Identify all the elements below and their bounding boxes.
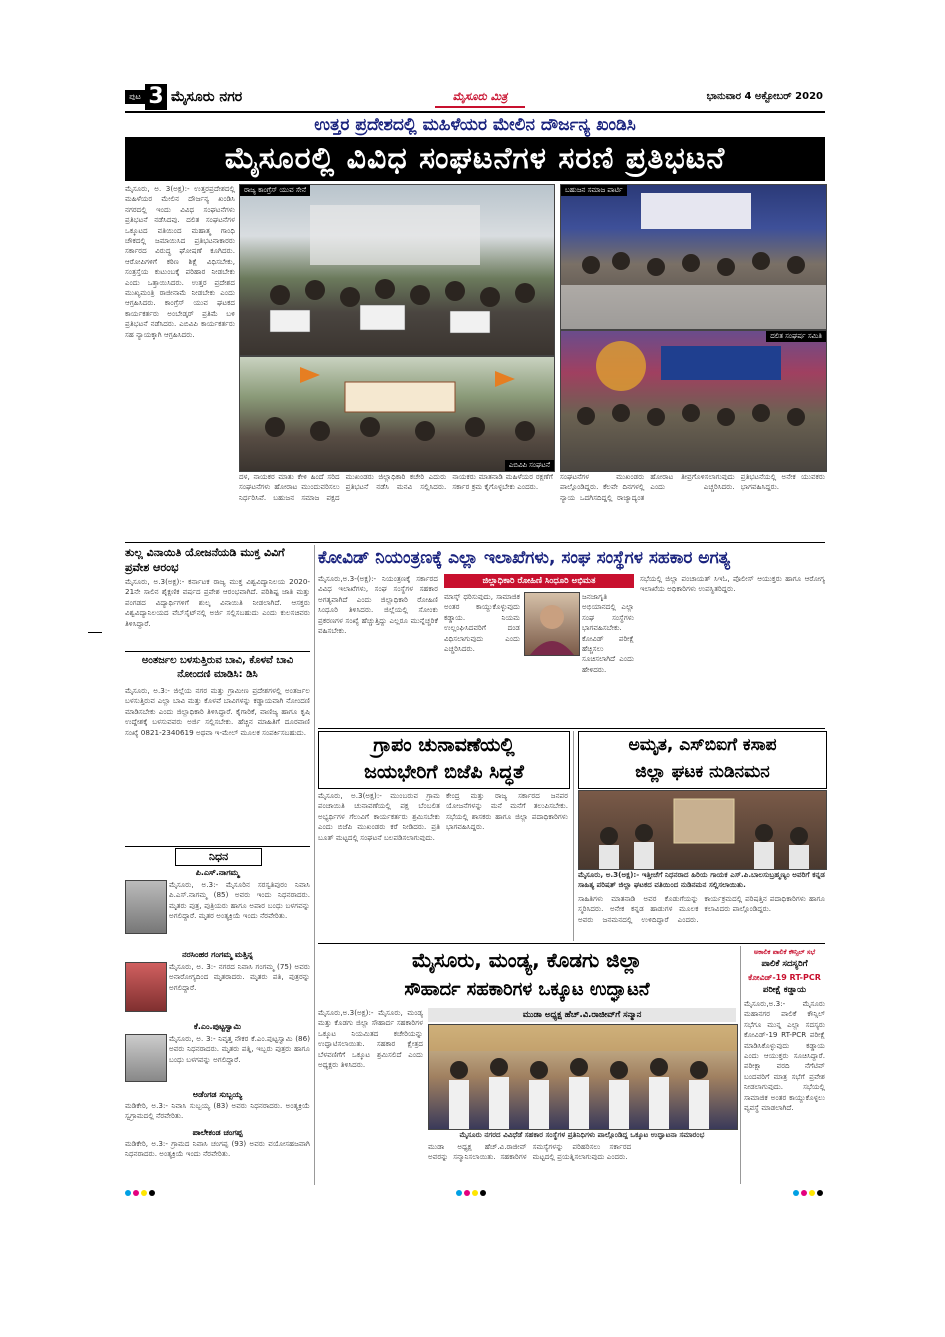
obituary-item [125, 1090, 310, 1126]
obituary-item [125, 950, 310, 1020]
divider [318, 728, 825, 729]
obituary-item [125, 1022, 310, 1088]
magenta-dot [464, 1190, 470, 1196]
divider [318, 943, 825, 944]
obituary-name: ಅಡೆಂಗಡ ಸುಬ್ಬಯ್ಯ [192, 1090, 243, 1099]
photo-caption: ರಾಜ್ಯ ಕಾಂಗ್ರೆಸ್ ಯುವ ಸೇನೆ [240, 185, 310, 196]
obituary-section-title: ನಿಧನ [175, 848, 262, 866]
covid-body-a: ಮೈಸೂರು,ಅ.3-(ಅಕ್ಷ):- ನಿಯಂತ್ರಣಕ್ಕೆ ಸರ್ಕಾರದ ವಿವಿಧ ಇಲಾಖೆಗಳು, ಸಂಘ ಸಂಸ್ಥೆಗಳ ಸಹಕಾರ ಅಗತ್ಯವಾಗಿದೆ ಎಂದು ಜಿಲ್ಲಾಧಿಕಾರಿ ರೋಹಿಣಿ ಸಿಂಧೂರಿ ತಿಳಿಸಿದರು. ಜಿಲ್ಲೆಯಲ್ಲಿ ಸೋಂಕು ಪ್ರಕರಣಗಳ ಸಂಖ್ಯೆ ಹೆಚ್ಚುತ್ತಿದ್ದು ಎಲ್ಲರೂ ಮುನ್ನೆಚ್ಚರಿಕೆ ವಹಿಸಬೇಕು. [318, 574, 438, 636]
yellow-dot [472, 1190, 478, 1196]
lead-photo-bsp [560, 184, 827, 330]
obituary-text: ಮೈಸೂರು, ಅ. 3:- ನಿವೃತ್ತ ನೌಕರ ಕೆ.ಎಂ.ಪುಟ್ಟಸ್ವಾಮಿ (86) ಅವರು ನಿಧನರಾದರು. ಮೃತರು ಪತ್ನಿ, ಇಬ್ಬರು ಪುತ್ರರು ಹಾಗೂ ಬಂಧು ಬಳಗವನ್ನು ಅಗಲಿದ್ದಾರೆ. [169, 1034, 310, 1064]
obituary-text: ಮಡಿಕೇರಿ, ಅ.3:- ನಿವಾಸಿ ಸುಬ್ಬಯ್ಯ (83) ಅವರು ನಿಧನರಾದರು. ಅಂತ್ಯಕ್ರಿಯೆ ಸ್ವಗ್ರಾಮದಲ್ಲಿ ನೆರವೇರಿತು. [125, 1101, 310, 1121]
coop-subhead: ಮುಡಾ ಅಧ್ಯಕ್ಷ ಹೆಚ್.ವಿ.ರಾಜೀವ್‌ಗೆ ಸನ್ಮಾನ [428, 1008, 736, 1022]
lead-headline: ಮೈಸೂರಲ್ಲಿ ವಿವಿಧ ಸಂಘಟನೆಗಳ ಸರಣಿ ಪ್ರತಿಭಟನೆ [125, 137, 825, 181]
yellow-dot [809, 1190, 815, 1196]
portrait-photo [125, 962, 167, 1012]
coop-headline-box [318, 946, 736, 1004]
obituary-name: ಪಾಲೇಕಂಡ ಚಂಗಪ್ಪ [192, 1128, 243, 1137]
gram-headline-box [318, 731, 570, 789]
covid-body-d: ಸಭೆಯಲ್ಲಿ ಜಿಲ್ಲಾ ಪಂಚಾಯತ್ ಸಿಇಓ, ಪೊಲೀಸ್ ಆಯುಕ್ತರು ಹಾಗೂ ಆರೋಗ್ಯ ಇಲಾಖೆಯ ಅಧಿಕಾರಿಗಳು ಉಪಸ್ಥಿತರಿದ್ದರು. [640, 574, 825, 594]
black-dot [149, 1190, 155, 1196]
obituary-name: ಕೆ.ಎಂ.ಪುಟ್ಟಸ್ವಾಮಿ [193, 1022, 242, 1031]
page-label: ಪುಟ [125, 90, 145, 104]
divider [125, 542, 825, 543]
rtpcr-headline-line1: ಪಾಲಿಕೆ ಸದಸ್ಯರಿಗೆ [761, 959, 808, 969]
obituary-name: ಪಿ.ಎಸ್.ನಾಗಮ್ಮ [195, 868, 240, 877]
magenta-dot [133, 1190, 139, 1196]
obituary-item [125, 868, 310, 948]
margin-tick [88, 632, 102, 633]
rtpcr-body: ಮೈಸೂರು,ಅ.3:- ಮೈಸೂರು ಮಹಾನಗರ ಪಾಲಿಕೆ ಕೌನ್ಸಿಲ್ ಸಭೆಗೂ ಮುನ್ನ ಎಲ್ಲಾ ಸದಸ್ಯರು ಕೋವಿಡ್-19 RT-PCR ಪರೀಕ್ಷೆ ಮಾಡಿಸಿಕೊಳ್ಳುವುದು ಕಡ್ಡಾಯ ಎಂದು ಆಯುಕ್ತರು ಸೂಚಿಸಿದ್ದಾರೆ. ಪರೀಕ್ಷಾ ವರದಿ ನೆಗೆಟಿವ್ ಬಂದವರಿಗೆ ಮಾತ್ರ ಸಭೆಗೆ ಪ್ರವೇಶ ನೀಡಲಾಗುವುದು. ಸಭೆಯಲ್ಲಿ ಸಾಮಾಜಿಕ ಅಂತರ ಕಾಯ್ದುಕೊಳ್ಳಲು ವ್ಯವಸ್ಥೆ ಮಾಡಲಾಗಿದೆ. [744, 999, 825, 1113]
covid-body-c: ಜನಜಾಗೃತಿ ಅಭಿಯಾನದಲ್ಲಿ ಎಲ್ಲಾ ಸಂಘ ಸಂಸ್ಥೆಗಳು ಭಾಗವಹಿಸಬೇಕು. ಕೋವಿಡ್ ಪರೀಕ್ಷೆ ಹೆಚ್ಚಿಸಲು ಸೂಚಿಸಲಾಗಿದೆ ಎಂದು ಹೇಳಿದರು. [582, 592, 634, 674]
protest-dss-illustration [561, 331, 826, 471]
obituary-item [125, 1128, 310, 1180]
coop-headline-line2: ಸೌಹಾರ್ದ ಸಹಕಾರಿಗಳ ಒಕ್ಕೂಟ ಉದ್ಘಾಟನೆ [404, 979, 650, 1000]
rtpcr-headline-line3: ಪರೀಕ್ಷೆ ಕಡ್ಡಾಯ [762, 985, 807, 995]
amrut-headline-line2: ಜಿಲ್ಲಾ ಘಟಕ ನುಡಿನಮನ [635, 762, 770, 782]
amrut-caption: ಮೈಸೂರು, ಅ.3(ಅಕ್ಷ):- ಇತ್ತೀಚೆಗೆ ನಿಧನರಾದ ಹಿರಿಯ ಗಾಯಕ ಎಸ್.ಪಿ.ಬಾಲಸುಬ್ರಹ್ಮಣ್ಯಂ ಅವರಿಗೆ ಕನ್ನಡ ಸಾಹಿತ್ಯ ಪರಿಷತ್ ಜಿಲ್ಲಾ ಘಟಕದ ವತಿಯಿಂದ ನುಡಿನಮನ ಸಲ್ಲಿಸಲಾಯಿತು. [578, 870, 825, 890]
cyan-dot [793, 1190, 799, 1196]
lead-photo-congress [239, 184, 555, 356]
magenta-dot [801, 1190, 807, 1196]
gram-body-b: ಕೇಂದ್ರ ಮತ್ತು ರಾಜ್ಯ ಸರ್ಕಾರದ ಜನಪರ ಯೋಜನೆಗಳನ್ನು ಮನೆ ಮನೆಗೆ ತಲುಪಿಸಬೇಕು. ಸಭೆಯಲ್ಲಿ ಶಾಸಕರು ಹಾಗೂ ಜಿಲ್ಲಾ ಪದಾಧಿಕಾರಿಗಳು ಭಾಗವಹಿಸಿದ್ದರು. [446, 791, 568, 832]
lead-photo-dss [560, 330, 827, 472]
tulu-headline: ತುಲ್ಲ ವಿನಾಯಿತಿ ಯೋಜನೆಯಡಿ ಮುಕ್ತ ವಿವಿಗೆ ಪ್ರವೇಶ ಆರಂಭ [125, 546, 285, 574]
paper-name: ಮೈಸೂರು ಮಿತ್ರ [435, 88, 525, 108]
column-rule [573, 731, 574, 941]
covid-headline: ಕೋವಿಡ್ ನಿಯಂತ್ರಣಕ್ಕೆ ಎಲ್ಲಾ ಇಲಾಖೆಗಳು, ಸಂಘ ಸಂಸ್ಥೆಗಳ ಸಹಕಾರ ಅಗತ್ಯ [318, 548, 731, 568]
photo-caption: ಎಬಿವಿಪಿ ಸಂಘಟನೆ [505, 460, 554, 471]
rtpcr-headline-line2: ಕೋವಿಡ್-19 RT-PCR [748, 973, 821, 982]
masthead [125, 84, 825, 110]
coop-photo-caption: ಮೈಸೂರು ನಗರದ ವಿವಿಧೆಡೆ ಸಹಕಾರ ಸಂಸ್ಥೆಗಳ ಪ್ರತಿನಿಧಿಗಳು ಪಾಲ್ಗೊಂಡಿದ್ದ ಒಕ್ಕೂಟ ಉದ್ಘಾಟನಾ ಸಮಾರಂಭ [459, 1130, 705, 1139]
obituary-name: ನರಸಿಂಹರ ಗಂಗಮ್ಮ ಮತ್ತಿನ್ನ [182, 950, 253, 959]
tulu-body: ಮೈಸೂರು, ಅ.3(ಅಕ್ಷ):- ಕರ್ನಾಟಕ ರಾಜ್ಯ ಮುಕ್ತ ವಿಶ್ವವಿದ್ಯಾನಿಲಯ 2020-21ನೇ ಸಾಲಿನ ಶೈಕ್ಷಣಿಕ ವರ್ಷದ ಪ್ರವೇಶ ಆರಂಭವಾಗಿದೆ. ಪರಿಶಿಷ್ಟ ಜಾತಿ ಮತ್ತು ಪಂಗಡದ ವಿದ್ಯಾರ್ಥಿಗಳಿಗೆ ಶುಲ್ಕ ವಿನಾಯಿತಿ ನೀಡಲಾಗಿದೆ. ಆಸಕ್ತರು ವಿಶ್ವವಿದ್ಯಾನಿಲಯದ ವೆಬ್‌ಸೈಟ್‌ನಲ್ಲಿ ಅರ್ಜಿ ಸಲ್ಲಿಸಬಹುದು ಎಂದು ಕುಲಸಚಿವರು ತಿಳಿಸಿದ್ದಾರೆ. [125, 577, 310, 628]
obituary-text: ಮೈಸೂರು, ಅ. 3:- ನಗರದ ನಿವಾಸಿ ಗಂಗಮ್ಮ (75) ಅವರು ಅನಾರೋಗ್ಯದಿಂದ ಮೃತರಾದರು. ಮೃತರು ಪತಿ, ಪುತ್ರರನ್ನು ಅಗಲಿದ್ದಾರೆ. [169, 962, 310, 992]
water-body: ಮೈಸೂರು, ಅ.3:- ಜಿಲ್ಲೆಯ ನಗರ ಮತ್ತು ಗ್ರಾಮೀಣ ಪ್ರದೇಶಗಳಲ್ಲಿ ಅಂತರ್ಜಲ ಬಳಸುತ್ತಿರುವ ಎಲ್ಲಾ ಬಾವಿ ಮತ್ತು ಕೊಳವೆ ಬಾವಿಗಳನ್ನು ಕಡ್ಡಾಯವಾಗಿ ನೋಂದಣಿ ಮಾಡಿಸಬೇಕು ಎಂದು ಜಿಲ್ಲಾಧಿಕಾರಿ ತಿಳಿಸಿದ್ದಾರೆ. ಕೈಗಾರಿಕೆ, ವಾಣಿಜ್ಯ ಹಾಗೂ ಕೃಷಿ ಉದ್ದೇಶಕ್ಕೆ ಬಳಸುವವರು ಅರ್ಜಿ ಸಲ್ಲಿಸಬೇಕು. ಹೆಚ್ಚಿನ ಮಾಹಿತಿಗೆ ದೂರವಾಣಿ ಸಂಖ್ಯೆ 0821-2340619 ಅಥವಾ ಇ-ಮೇಲ್ ಮೂಲಕ ಸಂಪರ್ಕಿಸಬಹುದು. [125, 686, 310, 737]
collector-portrait [524, 592, 580, 656]
covid-subhead: ಜಿಲ್ಲಾಧಿಕಾರಿ ರೋಹಿಣಿ ಸಿಂಧೂರಿ ಅಭಿಮತ [444, 574, 634, 588]
gram-body-a: ಮೈಸೂರು, ಅ.3(ಅಕ್ಷ):- ಮುಂಬರುವ ಗ್ರಾಮ ಪಂಚಾಯಿತಿ ಚುನಾವಣೆಯಲ್ಲಿ ಪಕ್ಷ ಬೆಂಬಲಿತ ಅಭ್ಯರ್ಥಿಗಳ ಗೆಲುವಿಗೆ ಕಾರ್ಯಕರ್ತರು ಶ್ರಮಿಸಬೇಕು ಎಂದು ಬಿಜೆಪಿ ಮುಖಂಡರು ಕರೆ ನೀಡಿದರು. ಪ್ರತಿ ಬೂತ್ ಮಟ್ಟದಲ್ಲಿ ಸಂಘಟನೆ ಬಲಪಡಿಸಲಾಗುವುದು. [318, 791, 440, 842]
rtpcr-kicker: ಅಕಾಲಿಕ ಪಾಲಿಕೆ ಕೌನ್ಸಿಲ್ ಸಭೆ [753, 948, 816, 956]
column-rule [314, 545, 315, 1185]
photo-caption: ಬಹುಜನ ಸಮಾಜ ಪಾರ್ಟಿ [561, 185, 627, 196]
lead-body-left: ಮೈಸೂರು, ಅ. 3(ಅಕ್ಷ):- ಉತ್ತರಪ್ರದೇಶದಲ್ಲಿ ಮಹಿಳೆಯರ ಮೇಲಿನ ದೌರ್ಜನ್ಯ ಖಂಡಿಸಿ ನಗರದಲ್ಲಿ ಇಂದು ವಿವಿಧ ಸಂಘಟನೆಗಳು ಪ್ರತಿಭಟನೆ ನಡೆಸಿದವು. ದಲಿತ ಸಂಘಟನೆಗಳ ಒಕ್ಕೂಟದ ವತಿಯಿಂದ ಮಹಾತ್ಮ ಗಾಂಧಿ ಚೌಕದಲ್ಲಿ ಜಮಾಯಿಸಿದ ಪ್ರತಿಭಟನಾಕಾರರು ಸರ್ಕಾರದ ವಿರುದ್ಧ ಘೋಷಣೆ ಕೂಗಿದರು. ಆರೋಪಿಗಳಿಗೆ ಕಠಿಣ ಶಿಕ್ಷೆ ವಿಧಿಸಬೇಕು, ಸಂತ್ರಸ್ತೆಯ ಕುಟುಂಬಕ್ಕೆ ಪರಿಹಾರ ನೀಡಬೇಕು ಎಂದು ಒತ್ತಾಯಿಸಿದರು. ಉತ್ತರ ಪ್ರದೇಶದ ಮುಖ್ಯಮಂತ್ರಿ ರಾಜೀನಾಮೆ ನೀಡಬೇಕು ಎಂದು ಆಗ್ರಹಿಸಿದರು. ಕಾಂಗ್ರೆಸ್ ಯುವ ಘಟಕದ ಕಾರ್ಯಕರ್ತರು ಅಂಬೇಡ್ಕರ್ ಪ್ರತಿಮೆ ಬಳಿ ಪ್ರತಿಭಟನೆ ನಡೆಸಿದರು. ಎಬಿವಿಪಿ ಕಾರ್ಯಕರ್ತರು ಸಹ ನ್ಯಾಯಕ್ಕಾಗಿ ಆಗ್ರಹಿಸಿದರು. [125, 184, 235, 339]
amrut-headline-box [578, 731, 827, 789]
covid-body-b: ಮಾಸ್ಕ್ ಧರಿಸುವುದು, ಸಾಮಾಜಿಕ ಅಂತರ ಕಾಯ್ದುಕೊಳ್ಳುವುದು ಕಡ್ಡಾಯ. ನಿಯಮ ಉಲ್ಲಂಘಿಸಿದವರಿಗೆ ದಂಡ ವಿಧಿಸಲಾಗುವುದು ಎಂದು ಎಚ್ಚರಿಸಿದರು. [444, 592, 520, 654]
protest-crowd-illustration [240, 185, 554, 355]
gram-headline-line1: ಗ್ರಾಪಂ ಚುನಾವಣೆಯಲ್ಲಿ [373, 734, 515, 756]
photo-caption: ದಲಿತ ಸಂಘರ್ಷ ಸಮಿತಿ [766, 331, 826, 342]
amrut-body: ಸಾಹಿತಿಗಳು ಮಾತನಾಡಿ ಅವರ ಕೊಡುಗೆಯನ್ನು ಸ್ಮರಿಸಿದರು. ಅನೇಕ ಕನ್ನಡ ಹಾಡುಗಳ ಮೂಲಕ ಅವರು ಜನಮನದಲ್ಲಿ ಉಳಿದಿದ್ದಾರೆ ಎಂದರು. ಕಾರ್ಯಕ್ರಮದಲ್ಲಿ ಪರಿಷತ್ತಿನ ಪದಾಧಿಕಾರಿಗಳು ಹಾಗೂ ಕಲಾವಿದರು ಪಾಲ್ಗೊಂಡಿದ್ದರು. [578, 894, 825, 924]
amrut-photo [578, 790, 827, 870]
coop-body-a: ಮೈಸೂರು,ಅ.3(ಅಕ್ಷ):- ಮೈಸೂರು, ಮಂಡ್ಯ ಮತ್ತು ಕೊಡಗು ಜಿಲ್ಲಾ ಸೌಹಾರ್ದ ಸಹಕಾರಿಗಳ ಒಕ್ಕೂಟ ನಿಯಮಿತದ ಕಚೇರಿಯನ್ನು ಉದ್ಘಾಟಿಸಲಾಯಿತು. ಸಹಕಾರ ಕ್ಷೇತ್ರದ ಬೆಳವಣಿಗೆಗೆ ಒಕ್ಕೂಟ ಶ್ರಮಿಸಲಿದೆ ಎಂದು ಅಧ್ಯಕ್ಷರು ತಿಳಿಸಿದರು. [318, 1008, 423, 1070]
gram-headline-line2: ಜಯಭೇರಿಗೆ ಬಿಜೆಪಿ ಸಿದ್ಧತೆ [364, 761, 524, 783]
divider [125, 846, 310, 847]
yellow-dot [141, 1190, 147, 1196]
section-title: ಮೈಸೂರು ನಗರ [171, 89, 243, 105]
cyan-dot [125, 1190, 131, 1196]
person-icon [525, 593, 579, 655]
felicitation-illustration [429, 1025, 737, 1129]
protest-sitting-illustration [561, 185, 826, 329]
issue-date: ಭಾನುವಾರ 4 ಅಕ್ಟೋಬರ್ 2020 [706, 91, 823, 102]
lead-body-mid: ದಳ, ನಾಯಕರ ಮಾತು ಕೇಳಿ ಹಿಂದೆ ಸರಿದ ಸಂಘಟನೆಗಳು ಹೋರಾಟ ಮುಂದುವರಿಸಲು ನಿರ್ಧರಿಸಿವೆ. ಬಹುಜನ ಸಮಾಜ ಪಕ್ಷದ ಮುಖಂಡರು ಜಿಲ್ಲಾಧಿಕಾರಿ ಕಚೇರಿ ಎದುರು ಪ್ರತಿಭಟನೆ ನಡೆಸಿ ಮನವಿ ಸಲ್ಲಿಸಿದರು. ನಾಯಕರು ಮಾತನಾಡಿ ಮಹಿಳೆಯರ ರಕ್ಷಣೆಗೆ ಸರ್ಕಾರ ಕ್ರಮ ಕೈಗೊಳ್ಳಬೇಕು ಎಂದರು. [239, 472, 553, 502]
coop-headline-line1: ಮೈಸೂರು, ಮಂಡ್ಯ, ಕೊಡಗು ಜಿಲ್ಲಾ [411, 948, 642, 972]
lead-kicker: ಉತ್ತರ ಪ್ರದೇಶದಲ್ಲಿ ಮಹಿಳೆಯರ ಮೇಲಿನ ದೌರ್ಜನ್ಯ ಖಂಡಿಸಿ [314, 115, 636, 135]
tribute-illustration [579, 791, 826, 869]
black-dot [817, 1190, 823, 1196]
water-headline: ಅಂತರ್ಜಲ ಬಳಸುತ್ತಿರುವ ಬಾವಿ, ಕೊಳವೆ ಬಾವಿ ನೋಂದಣಿ ಮಾಡಿಸಿ: ಡಿಸಿ [141, 655, 294, 680]
black-dot [480, 1190, 486, 1196]
amrut-headline-line1: ಅಮೃತ, ಎಸ್‌ಬಿಐಗೆ ಕಸಾಪ [628, 735, 777, 755]
masthead-rule [125, 111, 825, 113]
coop-photo [428, 1024, 738, 1130]
obituary-text: ಮಡಿಕೇರಿ, ಅ.3:- ಗ್ರಾಮದ ನಿವಾಸಿ ಚಂಗಪ್ಪ (93) ಅವರು ವಯೋಸಹಜವಾಗಿ ನಿಧನರಾದರು. ಅಂತ್ಯಕ್ರಿಯೆ ಇಂದು ನೆರವೇರಿತು. [125, 1139, 310, 1159]
coop-body-b: ಮುಡಾ ಅಧ್ಯಕ್ಷ ಹೆಚ್.ವಿ.ರಾಜೀವ್ ಅವರನ್ನು ಸನ್ಮಾನಿಸಲಾಯಿತು. ಸಹಕಾರಿಗಳ ಸಮಸ್ಯೆಗಳನ್ನು ಪರಿಹರಿಸಲು ಸರ್ಕಾರದ ಮಟ್ಟದಲ್ಲಿ ಪ್ರಯತ್ನಿಸಲಾಗುವುದು ಎಂದರು. [428, 1142, 632, 1162]
protest-abvp-illustration [240, 357, 554, 471]
obituary-text: ಮೈಸೂರು, ಅ.3:- ಮೈಸೂರಿನ ಸರಸ್ವತಿಪುರಂ ನಿವಾಸಿ ಪಿ.ಎಸ್.ನಾಗಮ್ಮ (85) ಅವರು ಇಂದು ನಿಧನರಾದರು. ಮೃತರು ಪುತ್ರ, ಪುತ್ರಿಯರು ಹಾಗೂ ಅಪಾರ ಬಂಧು ಬಳಗವನ್ನು ಅಗಲಿದ್ದಾರೆ. ಮೃತರ ಅಂತ್ಯಕ್ರಿಯೆ ಇಂದು ನೆರವೇರಿತು. [169, 880, 310, 921]
cyan-dot [456, 1190, 462, 1196]
lead-body-right: ಸಂಘಟನೆಗಳ ಮುಖಂಡರು ಪಾಲ್ಗೊಂಡಿದ್ದರು. ಕೆಲವೇ ದಿನಗಳಲ್ಲಿ ನ್ಯಾಯ ಒದಗಿಸದಿದ್ದಲ್ಲಿ ರಾಜ್ಯಾದ್ಯಂತ ಹೋರಾಟ ತೀವ್ರಗೊಳಿಸಲಾಗುವುದು ಎಂದು ಎಚ್ಚರಿಸಿದರು. ಪ್ರತಿಭಟನೆಯಲ್ಲಿ ಅನೇಕ ಯುವಕರು ಭಾಗವಹಿಸಿದ್ದರು. [560, 472, 825, 502]
portrait-photo [125, 880, 167, 934]
page-number: 3 [145, 84, 167, 110]
portrait-photo [125, 1034, 167, 1082]
lead-photo-abvp [239, 356, 555, 472]
column-rule [740, 946, 741, 1184]
divider [125, 651, 310, 652]
